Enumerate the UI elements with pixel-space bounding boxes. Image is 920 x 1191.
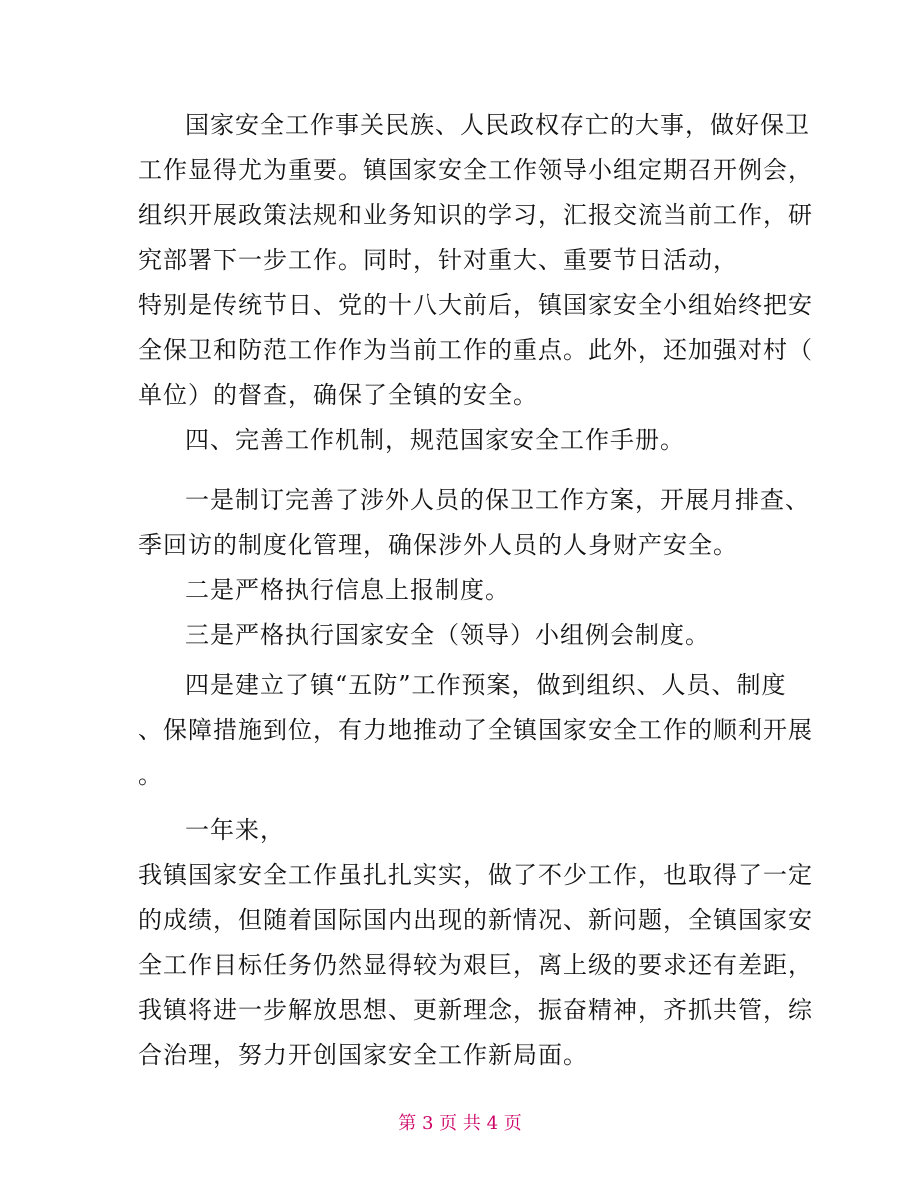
text-line: 工作显得尤为重要。镇国家安全工作领导小组定期召开例会， xyxy=(138,156,813,184)
text-line: 一年来， xyxy=(185,816,285,844)
text-line: 一是制订完善了涉外人员的保卫工作方案，开展月排查、 xyxy=(185,486,810,514)
text-line: 三是严格执行国家安全（领导）小组例会制度。 xyxy=(185,621,710,649)
text-line: 全工作目标任务仍然显得较为艰巨，离上级的要求还有差距， xyxy=(138,951,813,979)
text-line: 全保卫和防范工作作为当前工作的重点。此外，还加强对村（ xyxy=(138,336,813,364)
text-line: 组织开展政策法规和业务知识的学习，汇报交流当前工作，研 xyxy=(138,201,813,229)
text-line: 。 xyxy=(138,761,163,789)
text-line: 单位）的督查，确保了全镇的安全。 xyxy=(138,381,538,409)
text-line: 国家安全工作事关民族、人民政权存亡的大事，做好保卫 xyxy=(185,111,810,139)
page-number-footer: 第 3 页 共 4 页 xyxy=(398,1113,522,1134)
text-line: 究部署下一步工作。同时，针对重大、重要节日活动， xyxy=(138,246,738,274)
text-line: 二是严格执行信息上报制度。 xyxy=(185,576,510,604)
text-line: 合治理，努力开创国家安全工作新局面。 xyxy=(138,1041,588,1069)
text-line: 四是建立了镇“五防”工作预案，做到组织、人员、制度 xyxy=(185,671,787,699)
text-line: 的成绩，但随着国际国内出现的新情况、新问题，全镇国家安 xyxy=(138,906,813,934)
text-line: 特别是传统节日、党的十八大前后，镇国家安全小组始终把安 xyxy=(138,291,813,319)
text-line: 我镇将进一步解放思想、更新理念，振奋精神，齐抓共管，综 xyxy=(138,996,813,1024)
section-heading: 四、完善工作机制，规范国家安全工作手册。 xyxy=(185,426,685,454)
text-line: 、保障措施到位，有力地推动了全镇国家安全工作的顺利开展 xyxy=(138,716,813,744)
text-line: 我镇国家安全工作虽扎扎实实，做了不少工作，也取得了一定 xyxy=(138,861,813,889)
text-line: 季回访的制度化管理，确保涉外人员的人身财产安全。 xyxy=(138,531,738,559)
